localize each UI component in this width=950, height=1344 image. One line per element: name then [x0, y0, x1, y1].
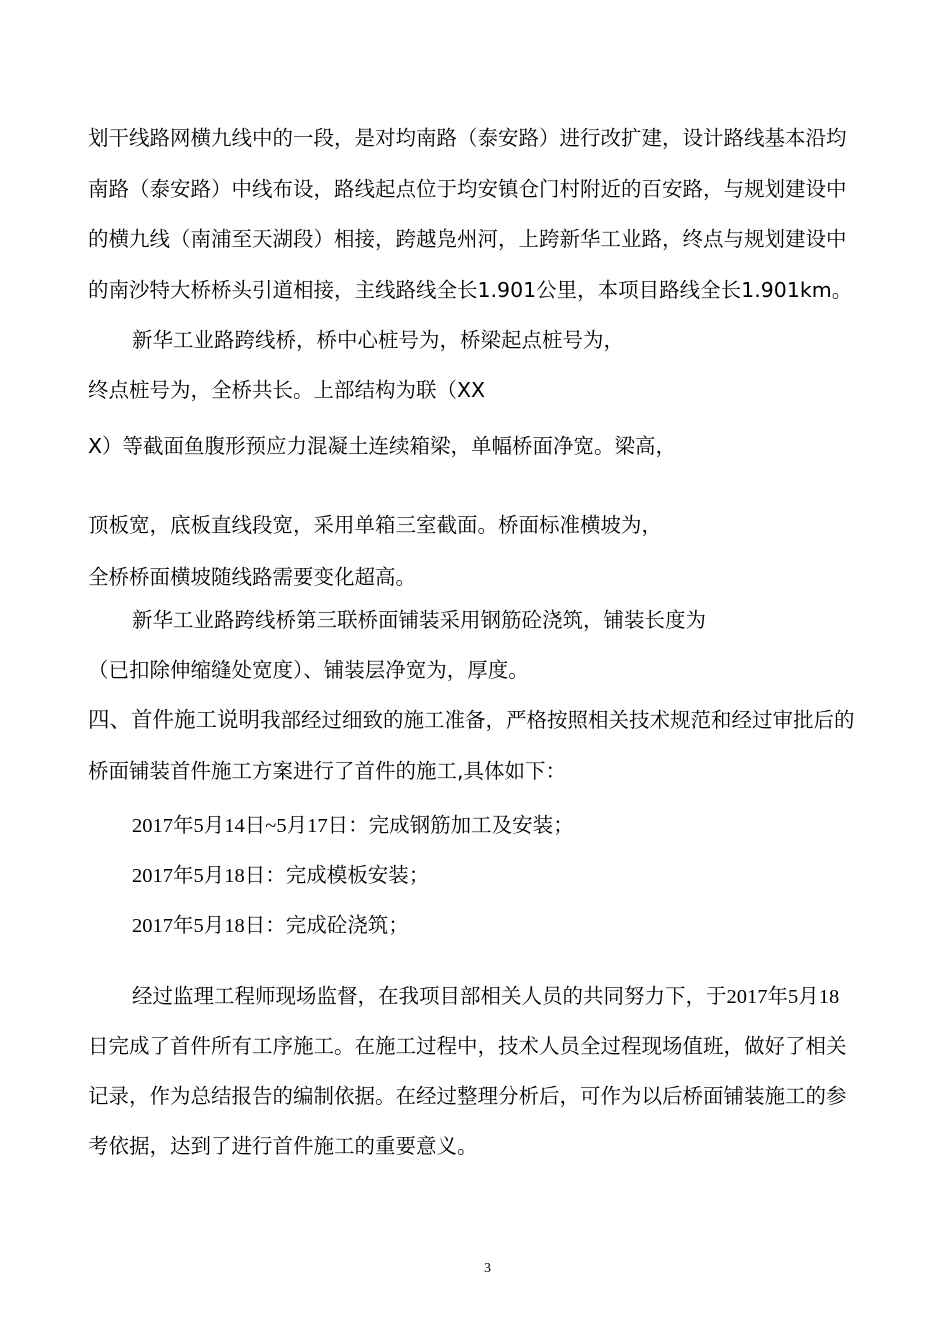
text-line: X）等截面鱼腹形预应力混凝土连续箱梁，单幅桥面净宽。梁高， [88, 434, 677, 458]
text-line: 终点桩号为，全桥共长。上部结构为联（XX [88, 378, 486, 402]
text-line: 考依据，达到了进行首件施工的重要意义。 [88, 1136, 478, 1158]
schedule-item: 2017年5月18日：完成砼浇筑； [132, 915, 409, 937]
section-intro-text: 我部经过细致的施工准备，严格按照相关技术规范和经过审批后的 [260, 708, 855, 732]
text-line: 的南沙特大桥桥头引道相接，主线路线全长1.901公里，本项目路线全长1.901km。 [88, 278, 853, 302]
page-number: 3 [484, 1261, 491, 1276]
text-line: （已扣除伸缩缝处宽度）、铺装层净宽为，厚度。 [88, 658, 529, 682]
text-line: 记录，作为总结报告的编制依据。在经过整理分析后，可作为以后桥面铺装施工的参 [88, 1086, 847, 1108]
schedule-item: 2017年5月18日：完成模板安装； [132, 865, 430, 887]
text-line: 的横九线（南浦至天湖段）相接，跨越凫州河，上跨新华工业路，终点与规划建设中 [88, 227, 847, 251]
section-line [88, 706, 855, 735]
text-line: 经过监理工程师现场监督，在我项目部相关人员的共同努力下，于2017年5月18 [132, 986, 840, 1008]
text-line: 划干线路网横九线中的一段，是对均南路（泰安路）进行改扩建，设计路线基本沿均 [88, 126, 847, 150]
text-line: 桥面铺装首件施工方案进行了首件的施工,具体如下： [88, 759, 567, 783]
text-line: 顶板宽，底板直线段宽，采用单箱三室截面。桥面标准横坡为， [88, 513, 662, 537]
text-line: 新华工业路跨线桥，桥中心桩号为，桥梁起点桩号为， [132, 328, 624, 352]
text-line: 南路（泰安路）中线布设，路线起点位于均安镇仓门村附近的百安路，与规划建设中 [88, 177, 847, 201]
section-heading: 四、首件施工说明 [88, 708, 261, 733]
schedule-item: 2017年5月14日~5月17日：完成钢筋加工及安装； [132, 815, 574, 837]
text-line: 全桥桥面横坡随线路需要变化超高。 [88, 565, 416, 589]
text-line: 日完成了首件所有工序施工。在施工过程中，技术人员全过程现场值班，做好了相关 [88, 1036, 847, 1058]
text-line: 新华工业路跨线桥第三联桥面铺装采用钢筋砼浇筑，铺装长度为 [132, 608, 706, 632]
